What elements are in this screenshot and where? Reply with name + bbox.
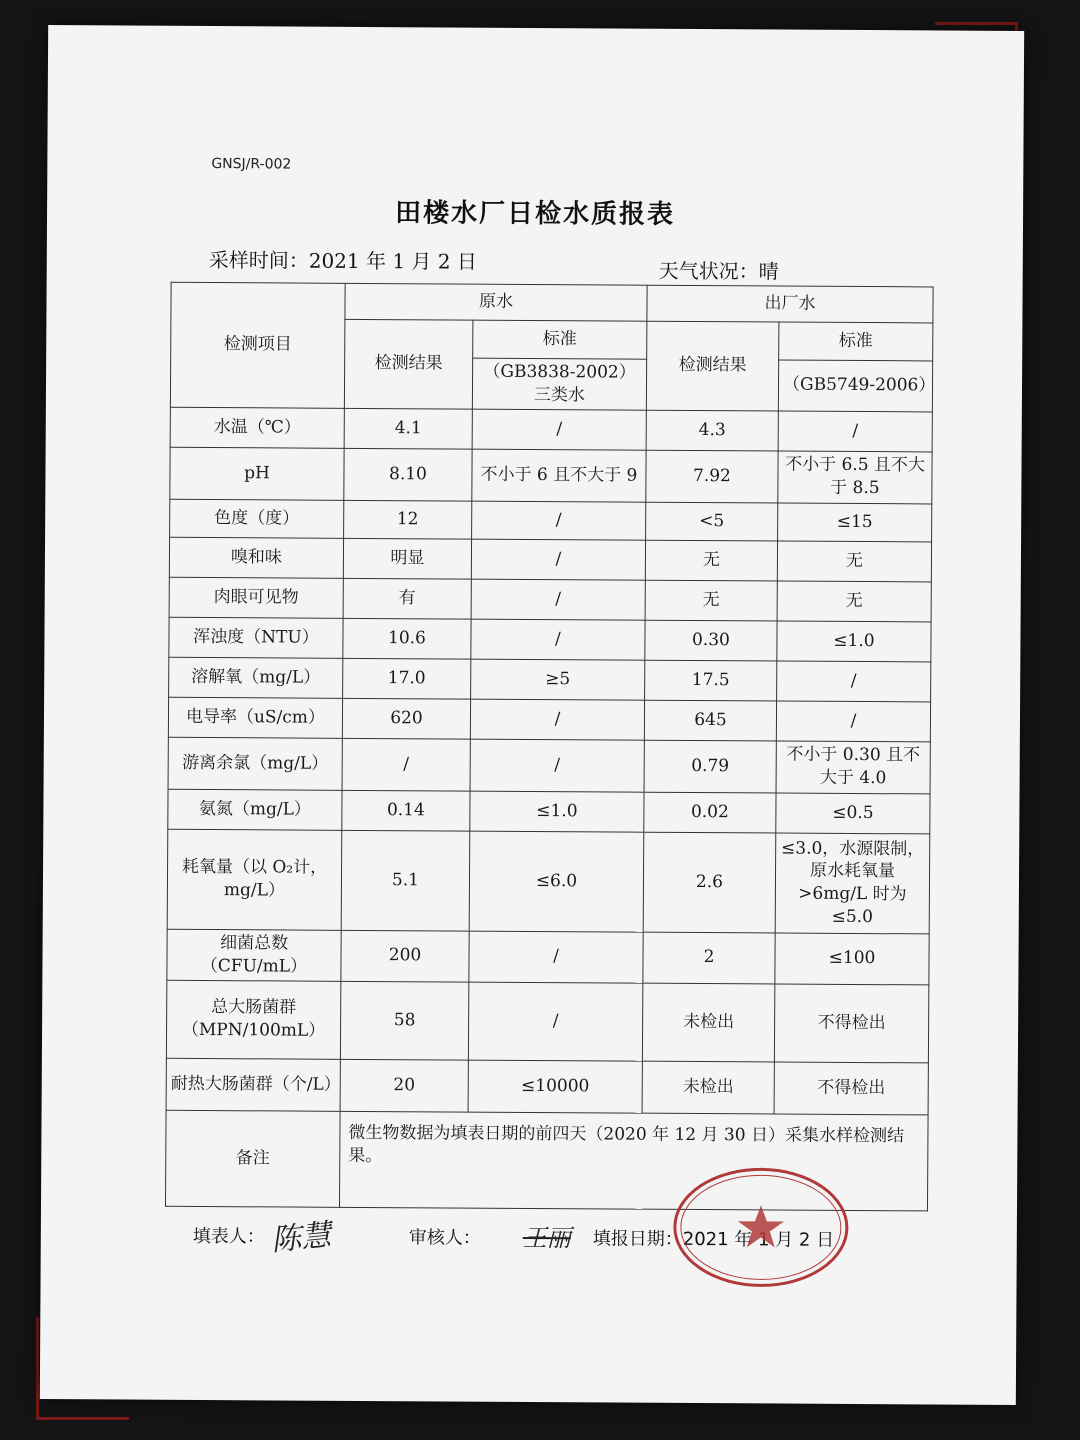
cell-out-std: 不小于 6.5 且不大于 8.5 — [778, 451, 932, 504]
cell-raw-std: / — [471, 539, 645, 580]
cell-raw-result: 5.1 — [341, 830, 470, 931]
cell-item: 耐热大肠菌群（个/L） — [166, 1058, 340, 1111]
cell-out-result: 4.3 — [646, 410, 778, 451]
header-treated-result: 检测结果 — [646, 321, 779, 411]
cell-item: 溶解氧（mg/L） — [169, 657, 343, 698]
cell-raw-std: / — [471, 619, 645, 660]
cell-raw-std: ≤1.0 — [470, 791, 644, 832]
cell-raw-result: 200 — [341, 930, 469, 982]
filler-label: 填表人： — [192, 1225, 265, 1248]
table-row — [169, 657, 931, 702]
cell-out-result: 未检出 — [642, 1061, 774, 1114]
weather-status: 天气状况：晴 — [658, 258, 779, 284]
cell-item: 嗅和味 — [169, 537, 343, 578]
cell-raw-std: ≤6.0 — [469, 831, 644, 932]
remarks-text: 微生物数据为填表日期的前四天（2020 年 12 月 30 日）采集水样检测结果。 — [339, 1111, 928, 1211]
cell-out-std: ≤100 — [775, 933, 929, 985]
cell-item: 电导率（uS/cm） — [168, 697, 342, 738]
header-item: 检测项目 — [170, 282, 345, 408]
cell-raw-std: 不小于 6 且不大于 9 — [472, 449, 646, 502]
cell-out-std: 不得检出 — [774, 1062, 928, 1115]
cell-out-result: 未检出 — [642, 983, 774, 1062]
cell-raw-result: 8.10 — [344, 448, 472, 501]
header-raw-result: 检测结果 — [344, 319, 473, 409]
cell-out-result: 645 — [644, 700, 776, 741]
cell-raw-result: 4.1 — [344, 408, 472, 449]
header-raw-standard-name: （GB3838-2002）三类水 — [472, 358, 646, 410]
table-row — [167, 829, 930, 934]
cell-out-result: 2.6 — [643, 832, 776, 933]
cell-out-result: 0.79 — [644, 740, 776, 793]
cell-item: 肉眼可见物 — [169, 577, 343, 618]
official-seal-stamp — [670, 1165, 851, 1290]
cell-raw-std: ≤10000 — [468, 1060, 642, 1113]
table-row — [169, 617, 931, 662]
cell-item: 色度（度） — [170, 499, 344, 538]
cell-raw-result: 有 — [343, 578, 471, 619]
cell-raw-std: / — [472, 409, 646, 450]
cell-raw-result: / — [342, 738, 470, 791]
reviewer-signature: 王丽 — [522, 1223, 571, 1253]
cell-out-std: 无 — [777, 581, 931, 622]
cell-raw-std: / — [471, 579, 645, 620]
cell-raw-result: 620 — [342, 698, 470, 739]
cell-raw-result: 0.14 — [342, 790, 470, 831]
remarks-label: 备注 — [165, 1110, 340, 1207]
reviewer-label: 审核人： — [408, 1227, 481, 1249]
cell-raw-std: / — [472, 501, 646, 540]
cell-item: pH — [170, 447, 344, 500]
cell-out-result: 无 — [645, 580, 777, 621]
water-quality-table — [165, 282, 934, 1211]
header-treated-standard-name: （GB5749-2006） — [778, 360, 932, 412]
header-raw-standard: 标准 — [473, 320, 647, 359]
cell-out-std: ≤1.0 — [777, 621, 931, 662]
table-row — [169, 577, 931, 622]
cell-item: 细菌总数（CFU/mL） — [167, 929, 341, 981]
cell-out-result: <5 — [646, 502, 778, 541]
filler-signature: 陈慧 — [269, 1217, 333, 1259]
cell-out-result: 无 — [645, 540, 777, 581]
table-row — [168, 697, 930, 742]
cell-out-result: 0.30 — [645, 620, 777, 661]
cell-item: 水温（℃） — [170, 407, 344, 448]
table-row — [169, 537, 931, 582]
table-row — [170, 499, 932, 542]
cell-out-std: ≤0.5 — [776, 793, 930, 834]
cell-out-std: 不得检出 — [774, 984, 928, 1063]
cell-raw-std: / — [469, 931, 643, 983]
sampling-time: 采样时间：2021 年 1 月 2 日 — [208, 248, 477, 274]
document-id: GNSJ/R-002 — [211, 156, 292, 173]
cell-item: 耗氧量（以 O₂计，mg/L） — [167, 829, 342, 930]
cell-out-std: 不小于 0.30 且不大于 4.0 — [776, 741, 930, 794]
cell-raw-result: 12 — [344, 500, 472, 539]
cell-raw-result: 10.6 — [343, 618, 471, 659]
header-raw-water: 原水 — [345, 283, 647, 321]
cell-out-std: / — [777, 661, 931, 702]
cell-out-result: 17.5 — [645, 660, 777, 701]
cell-raw-result: 20 — [340, 1059, 468, 1112]
header-treated-water: 出厂水 — [647, 285, 933, 323]
cell-out-std: / — [776, 701, 930, 742]
cell-out-result: 2 — [643, 932, 775, 984]
cell-raw-std: / — [468, 982, 642, 1061]
table-row — [168, 737, 930, 794]
cell-item: 浑浊度（NTU） — [169, 617, 343, 658]
cell-out-result: 0.02 — [644, 792, 776, 833]
cell-raw-std: ≥5 — [471, 659, 645, 700]
cell-out-std: ≤3.0，水源限制，原水耗氧量>6mg/L 时为≤5.0 — [775, 833, 930, 934]
cell-raw-result: 明显 — [343, 538, 471, 579]
table-row — [167, 929, 929, 985]
table-row — [170, 447, 932, 504]
cell-out-std: ≤15 — [778, 503, 932, 542]
cell-item: 总大肠菌群（MPN/100mL） — [166, 980, 340, 1059]
table-row — [166, 980, 928, 1063]
cell-raw-result: 58 — [340, 981, 468, 1060]
table-row — [166, 1058, 928, 1115]
cell-out-result: 7.92 — [646, 450, 778, 503]
table-row — [168, 789, 930, 834]
report-title: 田楼水厂日检水质报表 — [394, 198, 676, 230]
table-row — [170, 407, 932, 452]
header-treated-standard: 标准 — [779, 322, 933, 361]
cell-raw-std: / — [470, 699, 644, 740]
report-date: 填报日期：2021 年 1 月 2 日 — [592, 1228, 835, 1251]
cell-item: 游离余氯（mg/L） — [168, 737, 342, 790]
cell-out-std: / — [778, 411, 932, 452]
cell-item: 氨氮（mg/L） — [168, 789, 342, 830]
cell-raw-result: 17.0 — [343, 658, 471, 699]
cell-raw-std: / — [470, 739, 644, 792]
cell-out-std: 无 — [777, 541, 931, 582]
paper-sheet — [40, 25, 1024, 1405]
